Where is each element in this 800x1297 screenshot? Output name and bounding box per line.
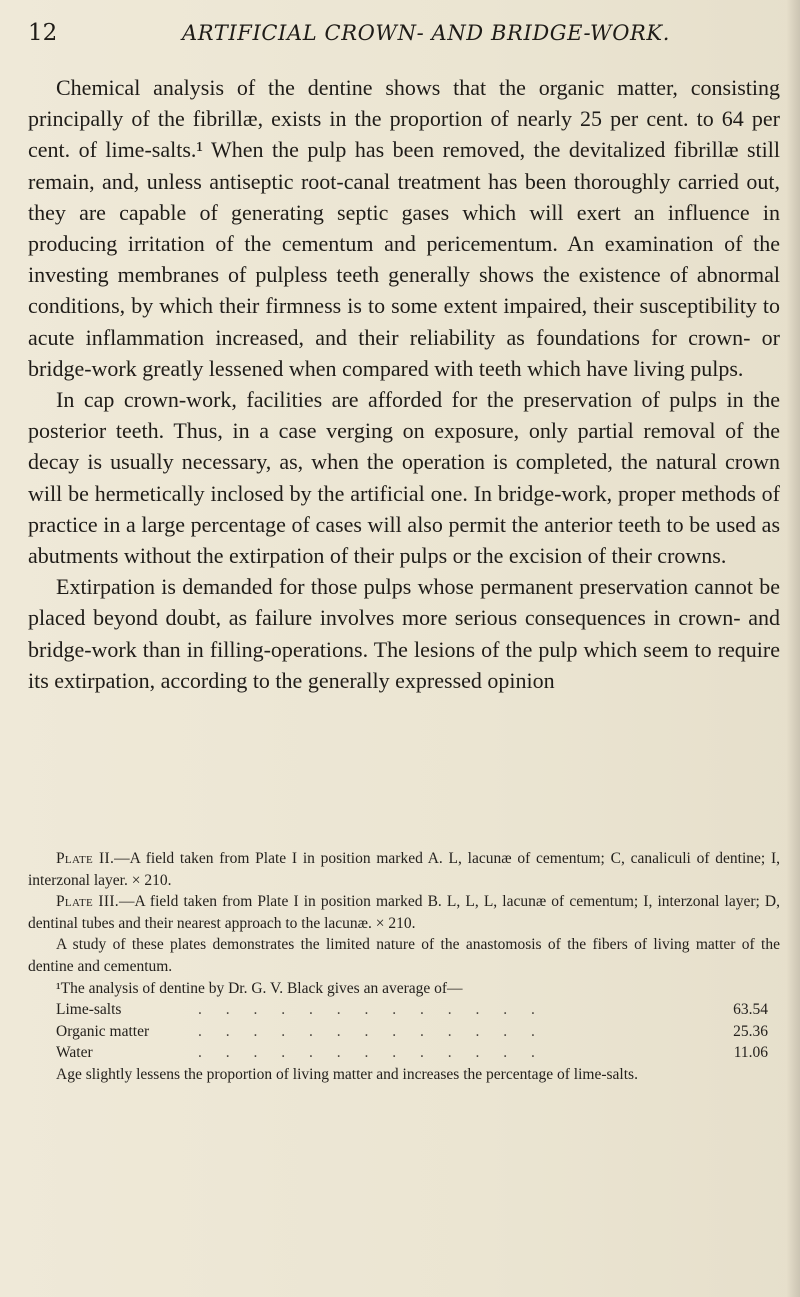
leader-dots: . . . . . . . . . . . . . <box>198 1044 545 1062</box>
analysis-row-lime-salts <box>28 999 780 1021</box>
main-text <box>28 72 780 696</box>
page-number: 12 <box>28 20 58 46</box>
footnotes <box>28 848 780 1086</box>
analysis-row-water <box>28 1042 780 1064</box>
running-title: ARTIFICIAL CROWN- AND BRIDGE-WORK. <box>182 21 670 45</box>
dentine-analysis-table <box>28 999 780 1064</box>
plate-iii-text: —A field taken from Plate I in position marked B. L, L, L, lacunæ of cementum; I, interzonal layer; D, dentinal tubes and their nearest approach to the lacunæ. × 210. <box>28 893 780 932</box>
plates-study-note: A study of these plates demonstrates the limited nature of the anastomosis of the fibers of living matter of the dentine and cementum. <box>28 936 780 975</box>
plate-ii-label: Plate II. <box>56 850 115 867</box>
plate-ii-caption <box>28 848 780 891</box>
analysis-label: Lime-salts <box>56 1001 122 1019</box>
body-paragraph: In cap crown-work, facilities are afforded for the preservation of pulps in the posterior teeth. Thus, in a case verging on exposure, only partial removal of the decay is usually necessary, as, when the operation is completed, the natural crown will be hermetically inclosed by the artificial one. In bridge-work, proper methods of practice in a large percentage of cases will also permit the anterior teeth to be used as abutments without the extirpation of their pulps or the excision of their crowns. <box>28 387 780 569</box>
analysis-value: 25.36 <box>733 1022 768 1040</box>
analysis-row-organic-matter <box>28 1021 780 1043</box>
leader-dots: . . . . . . . . . . . . . <box>198 1022 545 1040</box>
analysis-intro: ¹The analysis of dentine by Dr. G. V. Black gives an average of— <box>56 979 463 997</box>
body-paragraph: Extirpation is demanded for those pulps whose permanent preservation cannot be placed beyond doubt, as failure involves more serious consequences in crown- and bridge-work than in filling-operations. The lesions of the pulp which seem to require its extirpation, according to the generally expressed opinion <box>28 574 780 693</box>
page-edge-shadow <box>786 0 800 1297</box>
plate-ii-text: —A field taken from Plate I in position marked A. L, lacunæ of cementum; C, canaliculi of dentine; I, interzonal layer. × 210. <box>28 850 780 889</box>
analysis-value: 11.06 <box>733 1044 768 1062</box>
body-paragraph: Chemical analysis of the dentine shows that the organic matter, consisting principally of the fibrillæ, exists in the proportion of nearly 25 per cent. to 64 per cent. of lime-salts.¹ When the pulp has been removed, the devitalized fibrillæ still remain, and, unless antiseptic root-canal treatment has been thoroughly carried out, they are capable of generating septic gases which will exert an influence in producing irritation of the cementum and pericementum. An examination of the investing membranes of pulpless teeth generally shows the existence of abnormal conditions, by which their firmness is to some extent impaired, their susceptibility to acute inflammation increased, and their reliability as foundations for crown- or bridge-work greatly lessened when compared with teeth which have living pulps. <box>28 75 780 381</box>
age-note: Age slightly lessens the proportion of living matter and increases the percentage of lime-salts. <box>56 1065 638 1083</box>
leader-dots: . . . . . . . . . . . . . <box>198 1001 545 1019</box>
plate-iii-caption <box>28 891 780 934</box>
analysis-value: 63.54 <box>733 1001 768 1019</box>
page-header <box>28 18 780 52</box>
plate-iii-label: Plate III. <box>56 893 119 911</box>
analysis-label: Organic matter <box>56 1022 150 1040</box>
analysis-label: Water <box>56 1044 93 1062</box>
